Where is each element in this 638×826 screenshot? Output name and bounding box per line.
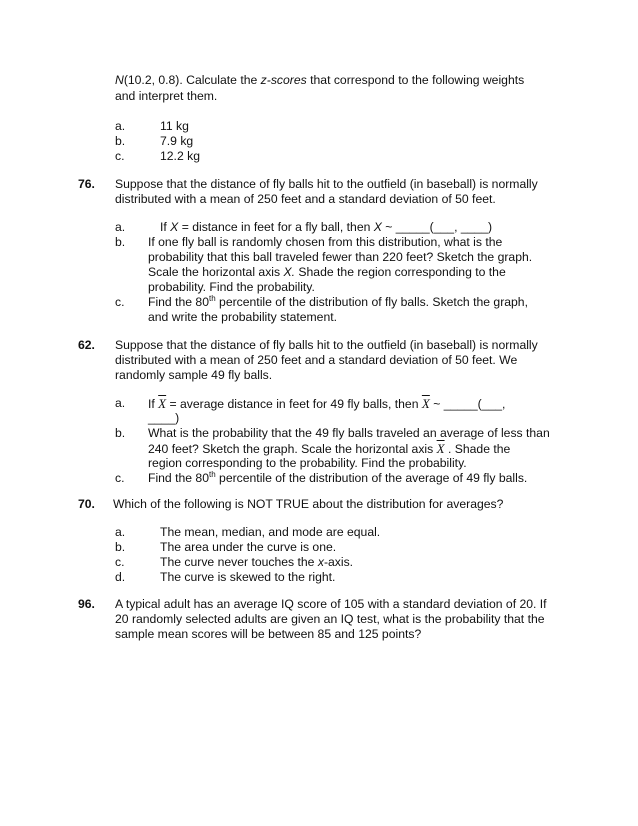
problem-number: 96.: [78, 597, 95, 611]
item-letter: c.: [115, 471, 125, 485]
intro-line-2: and interpret them.: [115, 89, 218, 103]
z-scores-term: z-scores: [260, 73, 307, 87]
item-letter: a.: [115, 396, 126, 410]
item-letter: a.: [115, 220, 126, 234]
intro-text-end: that correspond to the following weights: [306, 73, 525, 87]
problem-text: Suppose that the distance of fly balls hit to the outfield (in baseball) is normally: [115, 338, 538, 352]
item-text: and write the probability statement.: [148, 310, 338, 324]
item-letter: b.: [115, 235, 126, 249]
list-item-letter: c.: [115, 149, 125, 163]
item-text: If $\overline{X}$ = average distance in feet for 49 fly balls, then $\overline{X}$ ~ _____(___,: [148, 396, 506, 411]
problem-text: distributed with a mean of 250 feet and a standard deviation of 50 feet.: [115, 192, 496, 206]
item-letter: d.: [115, 570, 126, 584]
item-text: 240 feet? Sketch the graph. Scale the horizontal axis $\overline{X}$ . Shade the: [148, 441, 511, 456]
problem-text: sample mean scores will be between 85 and 125 points?: [115, 627, 422, 641]
list-item-text: 12.2 kg: [160, 149, 200, 163]
item-letter: a.: [115, 525, 126, 539]
item-text: If X = distance in feet for a fly ball, then X ~ _____(___, ____): [160, 220, 493, 234]
item-letter: c.: [115, 295, 125, 309]
x-bar-symbol: $\overline{X}$: [421, 396, 430, 411]
list-item-letter: a.: [115, 119, 126, 133]
item-letter: c.: [115, 555, 125, 569]
item-text: The mean, median, and mode are equal.: [160, 525, 381, 539]
item-text: The area under the curve is one.: [160, 540, 337, 554]
item-text: Scale the horizontal axis X. Shade the region corresponding to the: [148, 265, 506, 279]
item-letter: b.: [115, 426, 126, 440]
item-text: What is the probability that the 49 fly balls traveled an average of less than: [148, 426, 550, 440]
problem-text: Which of the following is NOT TRUE about the distribution for averages?: [113, 497, 504, 511]
problem-number: 76.: [78, 177, 95, 191]
distribution-symbol: N: [115, 73, 124, 87]
x-bar-symbol: $\overline{X}$: [158, 396, 167, 411]
list-item-text: 11 kg: [160, 119, 189, 133]
problem-number: 62.: [78, 338, 95, 352]
item-text: Find the 80th percentile of the distribution of fly balls. Sketch the graph,: [148, 293, 528, 309]
item-text: If one fly ball is randomly chosen from this distribution, what is the: [148, 235, 503, 249]
list-item-letter: b.: [115, 134, 126, 148]
list-item-text: 7.9 kg: [160, 134, 194, 148]
problem-text: randomly sample 49 fly balls.: [115, 368, 273, 382]
x-bar-symbol: $\overline{X}$: [436, 441, 445, 456]
problem-text: 20 randomly selected adults are given an IQ test, what is the probability that the: [115, 612, 545, 626]
problem-text: A typical adult has an average IQ score of 105 with a standard deviation of 20. If: [115, 597, 547, 611]
item-text: ____): [148, 411, 180, 425]
problem-number: 70.: [78, 497, 95, 511]
item-text: The curve is skewed to the right.: [160, 570, 336, 584]
problem-text: distributed with a mean of 250 feet and a standard deviation of 50 feet. We: [115, 353, 518, 367]
item-letter: b.: [115, 540, 126, 554]
item-text: probability that this ball traveled fewer than 220 feet? Sketch the graph.: [148, 250, 533, 264]
item-text: Find the 80th percentile of the distribution of the average of 49 fly balls.: [148, 469, 528, 485]
item-text: probability. Find the probability.: [148, 280, 315, 294]
intro-text: (10.2, 0.8). Calculate the: [123, 73, 261, 87]
intro-line-1: [115, 73, 524, 88]
item-text: region corresponding to the probability. Find the probability.: [148, 456, 467, 470]
item-text: The curve never touches the x-axis.: [160, 555, 354, 569]
problem-text: Suppose that the distance of fly balls hit to the outfield (in baseball) is normally: [115, 177, 538, 191]
